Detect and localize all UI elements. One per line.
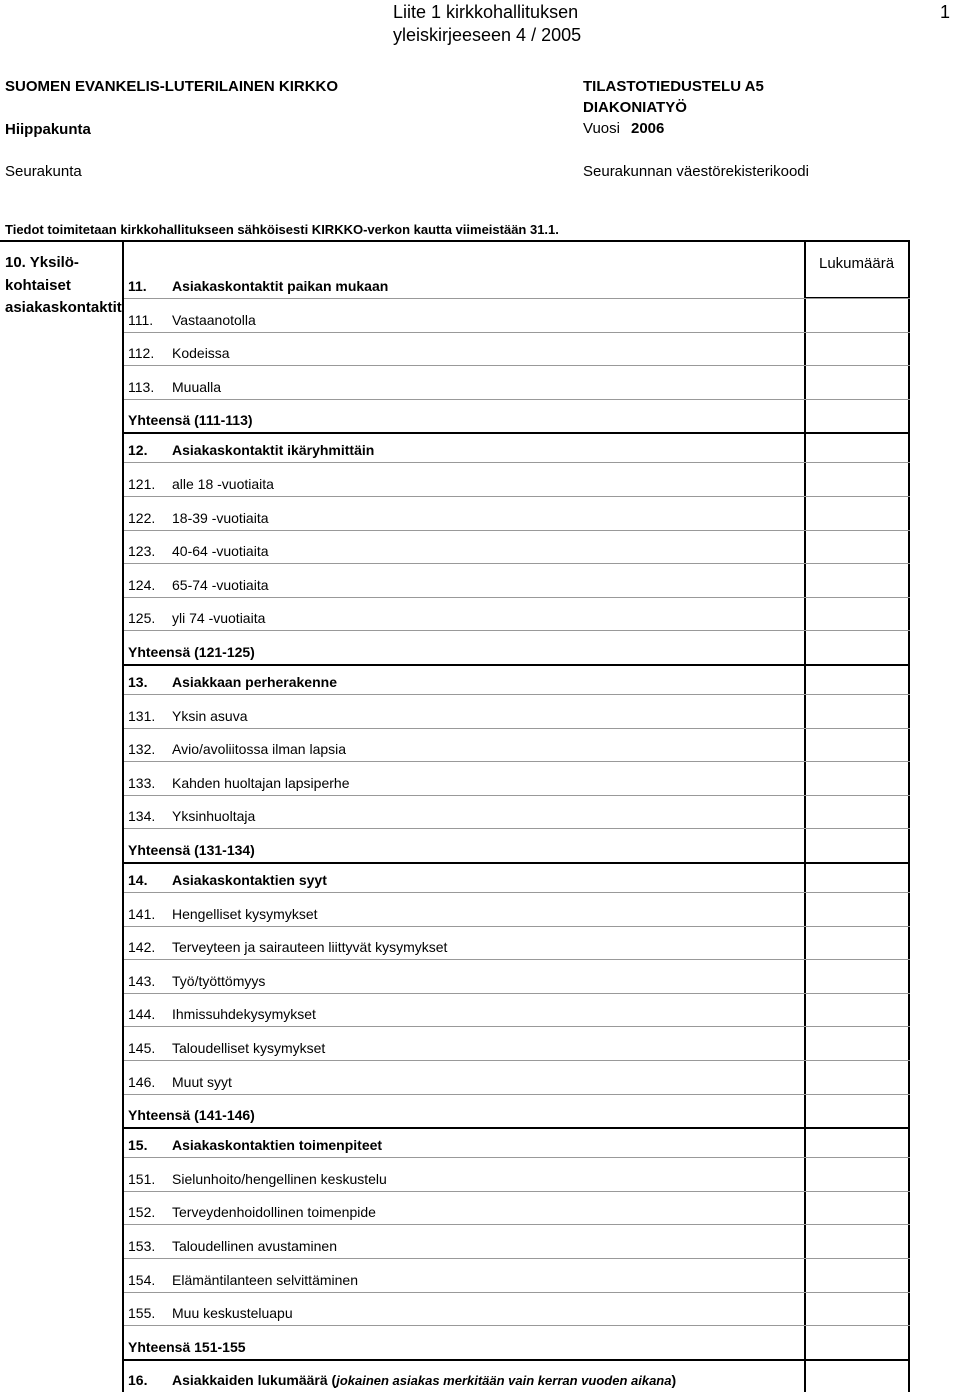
row-label: Avio/avoliitossa ilman lapsia (172, 741, 347, 758)
left-heading-line1: 10. Yksilö- (5, 254, 79, 271)
count-input-cell[interactable] (806, 1060, 910, 1094)
count-input-cell[interactable] (806, 926, 910, 960)
section-row (124, 268, 910, 299)
section-row (124, 432, 910, 463)
table-row (124, 462, 910, 497)
document-title-line2: yleiskirjeeseen 4 / 2005 (393, 25, 582, 45)
row-code: 125. (128, 610, 156, 627)
year-value: 2006 (631, 120, 665, 137)
diocese-label: Hiippakunta (5, 121, 91, 138)
table-row (124, 298, 910, 333)
row-code: 14. (128, 872, 148, 888)
row-code: 122. (128, 509, 156, 526)
row-label: Asiakkaiden lukumäärä (172, 1372, 328, 1388)
row-label: Sielunhoito/hengellinen keskustelu (172, 1170, 387, 1187)
count-input-cell[interactable] (806, 1258, 910, 1292)
table-row (124, 1026, 910, 1061)
row-code: 141. (128, 905, 156, 922)
row-label: Yksin asuva (172, 707, 248, 724)
total-row (124, 399, 910, 435)
count-input-cell[interactable] (806, 795, 910, 829)
row-code: 146. (128, 1073, 156, 1090)
row-label: Yhteensä (121-125) (128, 643, 255, 660)
row-label: Muu keskusteluapu (172, 1305, 293, 1322)
count-column-header: Lukumäärä (819, 255, 895, 272)
row-code: 153. (128, 1237, 156, 1254)
left-heading-line2: kohtaiset (5, 277, 71, 294)
table-row (124, 1224, 910, 1259)
table-row (124, 1258, 910, 1293)
table-row (124, 728, 910, 763)
count-input-cell[interactable] (806, 959, 910, 993)
row-label: Asiakkaan perherakenne (172, 674, 337, 690)
total-row (124, 828, 910, 864)
table-row (124, 1292, 910, 1327)
row-code: 133. (128, 774, 156, 791)
row-code: 124. (128, 576, 156, 593)
statistics-form-table (0, 240, 910, 1392)
row-label: Taloudelliset kysymykset (172, 1039, 326, 1056)
row-label: alle 18 -vuotiaita (172, 475, 274, 492)
document-title-line1: Liite 1 kirkkohallituksen (393, 2, 579, 22)
count-input-cell[interactable] (806, 664, 910, 694)
count-input-cell[interactable] (806, 332, 910, 366)
table-row (124, 761, 910, 796)
organization-name: SUOMEN EVANKELIS-LUTERILAINEN KIRKKO (5, 78, 339, 95)
parish-label: Seurakunta (5, 163, 82, 180)
row-label: Yhteensä (131-134) (128, 841, 255, 858)
table-row (124, 795, 910, 830)
count-input-cell[interactable] (806, 1224, 910, 1258)
row-code: 113. (128, 378, 155, 395)
row-label: 65-74 -vuotiaita (172, 576, 269, 593)
row-code: 151. (128, 1170, 156, 1187)
page-number: 1 (940, 2, 951, 22)
table-row (124, 332, 910, 367)
count-input-cell[interactable] (806, 892, 910, 926)
count-input-cell[interactable] (806, 828, 910, 862)
count-input-cell[interactable] (806, 630, 910, 664)
row-label: Hengelliset kysymykset (172, 905, 318, 922)
row-code: 155. (128, 1305, 156, 1322)
row-code: 121. (128, 475, 156, 492)
row-code: 131. (128, 707, 156, 724)
row-label: Taloudellinen avustaminen (172, 1237, 337, 1254)
row-code: 142. (128, 939, 156, 956)
total-row (124, 1325, 910, 1361)
row-code: 152. (128, 1204, 156, 1221)
count-input-cell[interactable] (806, 563, 910, 597)
row-label: Asiakaskontaktit paikan mukaan (172, 278, 389, 294)
row-code: 13. (128, 674, 148, 690)
row-label: Yksinhuoltaja (172, 808, 256, 825)
row-code: 15. (128, 1137, 148, 1154)
row-note: jokainen asiakas merkitään vain kerran vuoden aikana (336, 1373, 672, 1388)
row-code: 111. (128, 311, 154, 328)
count-input-cell[interactable] (806, 1127, 910, 1157)
row-label: Asiakaskontaktien toimenpiteet (172, 1137, 383, 1154)
row-code: 112. (128, 345, 155, 362)
row-code: 154. (128, 1271, 156, 1288)
parish-code-label: Seurakunnan väestörekisterikoodi (583, 163, 809, 180)
table-row (124, 993, 910, 1028)
row-label: 40-64 -vuotiaita (172, 543, 269, 560)
table-row (124, 563, 910, 598)
count-input-cell[interactable] (806, 1292, 910, 1326)
table-row (124, 1157, 910, 1192)
count-input-cell[interactable] (806, 694, 910, 728)
count-input-cell[interactable] (806, 1325, 910, 1359)
table-row (124, 694, 910, 729)
section-row (124, 664, 910, 695)
row-code: 134. (128, 808, 156, 825)
row-code: 143. (128, 972, 156, 989)
year-label: Vuosi (583, 120, 620, 137)
row-label: Yhteensä (141-146) (128, 1107, 255, 1124)
count-input-cell[interactable] (806, 1157, 910, 1191)
table-row-16 (124, 1358, 910, 1392)
row-label: Asiakaskontaktit ikäryhmittäin (172, 442, 375, 459)
total-row (124, 630, 910, 666)
table-row (124, 597, 910, 632)
count-input-cell[interactable] (806, 432, 910, 462)
count-input-cell[interactable] (806, 761, 910, 795)
count-input-cell[interactable] (806, 728, 910, 762)
table-row (124, 926, 910, 961)
section-row (124, 862, 910, 893)
row-code: 16. (128, 1372, 148, 1388)
submission-instruction: Tiedot toimitetaan kirkkohallitukseen sähköisesti KIRKKO-verkon kautta viimeistään 31.1. (5, 222, 559, 237)
table-row (124, 530, 910, 565)
survey-subtitle: DIAKONIATYÖ (583, 99, 687, 116)
row-label: Kahden huoltajan lapsiperhe (172, 774, 350, 791)
row-label: Kodeissa (172, 345, 230, 362)
row-label: Vastaanotolla (172, 311, 256, 328)
row-label: Terveydenhoidollinen toimenpide (172, 1204, 376, 1221)
count-input-cell[interactable] (806, 1094, 910, 1128)
row-label: 18-39 -vuotiaita (172, 509, 269, 526)
row-label: Asiakaskontaktien syyt (172, 872, 327, 888)
row-label: Yhteensä 151-155 (128, 1338, 246, 1355)
row-code: 144. (128, 1006, 156, 1023)
row-label: Ihmissuhdekysymykset (172, 1006, 316, 1023)
table-row (124, 496, 910, 531)
table-row (124, 959, 910, 994)
row-code: 132. (128, 741, 156, 758)
row-code: 145. (128, 1039, 156, 1056)
row-code: 11. (128, 278, 147, 294)
table-row (124, 1191, 910, 1226)
table-row (124, 1060, 910, 1095)
row-label: Työ/työttömyys (172, 972, 266, 989)
count-input-cell[interactable] (806, 399, 910, 433)
count-input-cell[interactable] (806, 1191, 910, 1225)
count-input-cell[interactable] (806, 365, 910, 399)
count-input-cell[interactable] (806, 597, 910, 631)
total-row (124, 1094, 910, 1130)
count-input-cell[interactable] (806, 530, 910, 564)
count-input-cell[interactable] (806, 496, 910, 530)
count-input-cell[interactable] (806, 862, 910, 892)
row-label: Elämäntilanteen selvittäminen (172, 1271, 358, 1288)
row-label: Terveyteen ja sairauteen liittyvät kysymykset (172, 939, 448, 956)
count-input-cell[interactable] (806, 462, 910, 496)
left-heading-line3: asiakaskontaktit (5, 299, 122, 316)
count-input-cell[interactable] (806, 993, 910, 1027)
count-input-cell[interactable] (806, 1026, 910, 1060)
note-open: ( (327, 1372, 337, 1388)
count-input-cell[interactable] (806, 298, 910, 332)
row-code: 123. (128, 543, 156, 560)
row-code: 12. (128, 442, 148, 459)
table-row (124, 892, 910, 927)
row-label: Muualla (172, 378, 222, 395)
note-close: ) (671, 1372, 677, 1388)
table-row (124, 365, 910, 400)
count-input-cell[interactable] (806, 268, 910, 298)
survey-title: TILASTOTIEDUSTELU A5 (583, 78, 764, 95)
row-label: Muut syyt (172, 1073, 232, 1090)
row-label: yli 74 -vuotiaita (172, 610, 266, 627)
row-label: Yhteensä (111-113) (128, 412, 253, 429)
section-row (124, 1127, 910, 1158)
